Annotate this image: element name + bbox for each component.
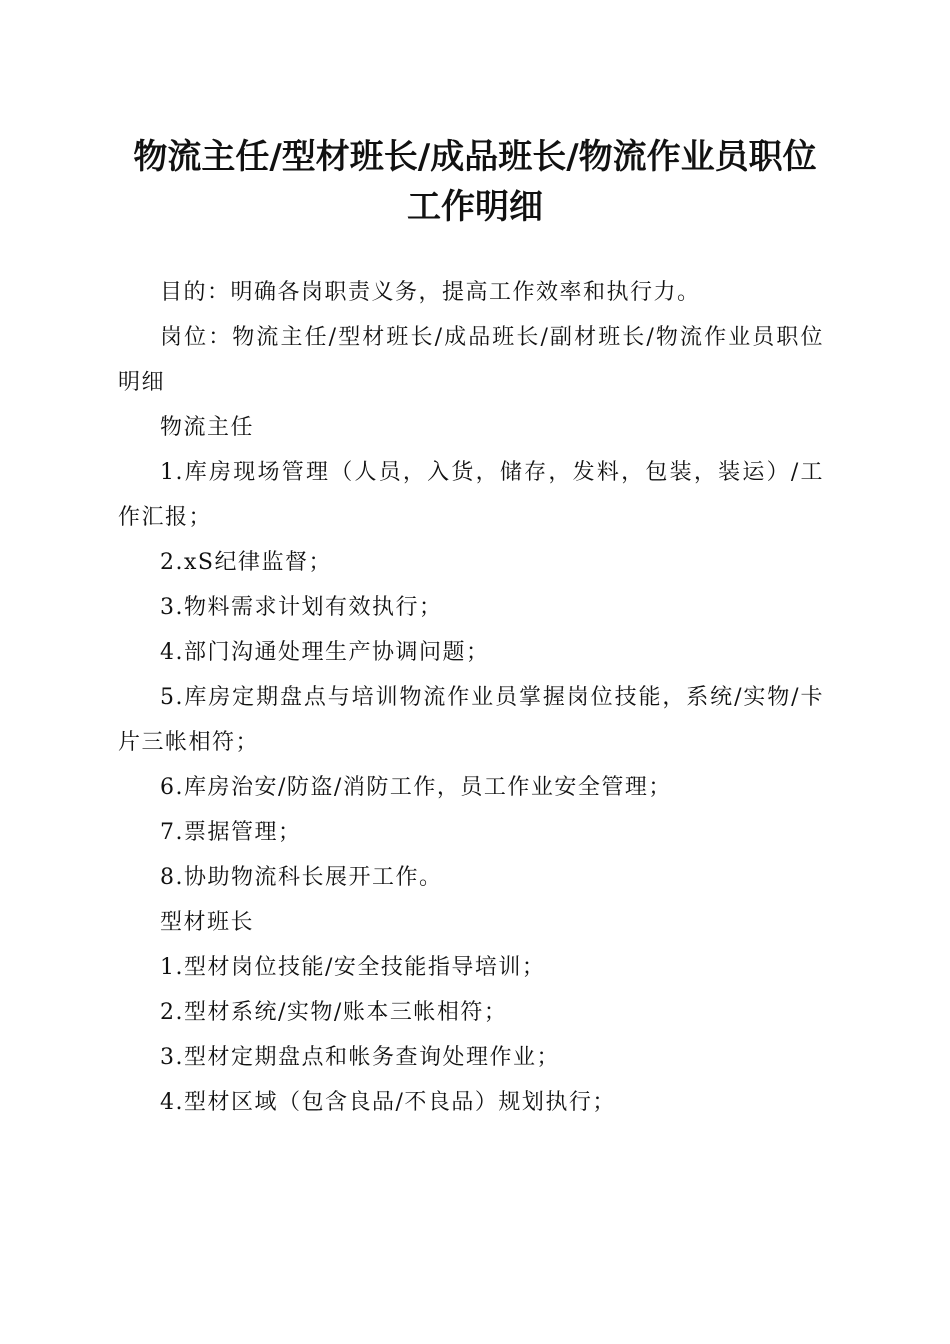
list-item: 6.库房治安/防盗/消防工作，员工作业安全管理； — [160, 775, 672, 800]
title-line-2: 工作明细 — [407, 187, 543, 227]
purpose-paragraph: 目的：明确各岗职责义务，提高工作效率和执行力。 — [160, 280, 701, 305]
list-item: 4.部门沟通处理生产协调问题； — [160, 640, 490, 665]
document-title — [118, 132, 832, 232]
list-item: 3.型材定期盘点和帐务查询处理作业； — [160, 1045, 560, 1070]
section-heading-logistics-supervisor: 物流主任 — [160, 415, 255, 440]
list-item: 3.物料需求计划有效执行； — [160, 595, 443, 620]
list-item: 8.协助物流科长展开工作。 — [160, 865, 443, 890]
list-item: 1.型材岗位技能/安全技能指导培训； — [160, 955, 546, 980]
list-item: 2.xS纪律监督； — [160, 550, 332, 575]
document-body — [118, 270, 824, 1125]
title-line-1: 物流主任/型材班长/成品班长/物流作业员职位 — [133, 137, 817, 177]
list-item: 1.库房现场管理（人员，入货，储存，发料，包装，装运）/工作汇报； — [118, 460, 824, 530]
list-item: 4.型材区域（包含良品/不良品）规划执行； — [160, 1090, 616, 1115]
list-item: 7.票据管理； — [160, 820, 302, 845]
positions-paragraph: 岗位：物流主任/型材班长/成品班长/副材班长/物流作业员职位明细 — [118, 325, 824, 395]
list-item: 2.型材系统/实物/账本三帐相符； — [160, 1000, 508, 1025]
section-heading-profile-team-leader: 型材班长 — [160, 910, 255, 935]
list-item: 5.库房定期盘点与培训物流作业员掌握岗位技能，系统/实物/卡片三帐相符； — [118, 685, 824, 755]
